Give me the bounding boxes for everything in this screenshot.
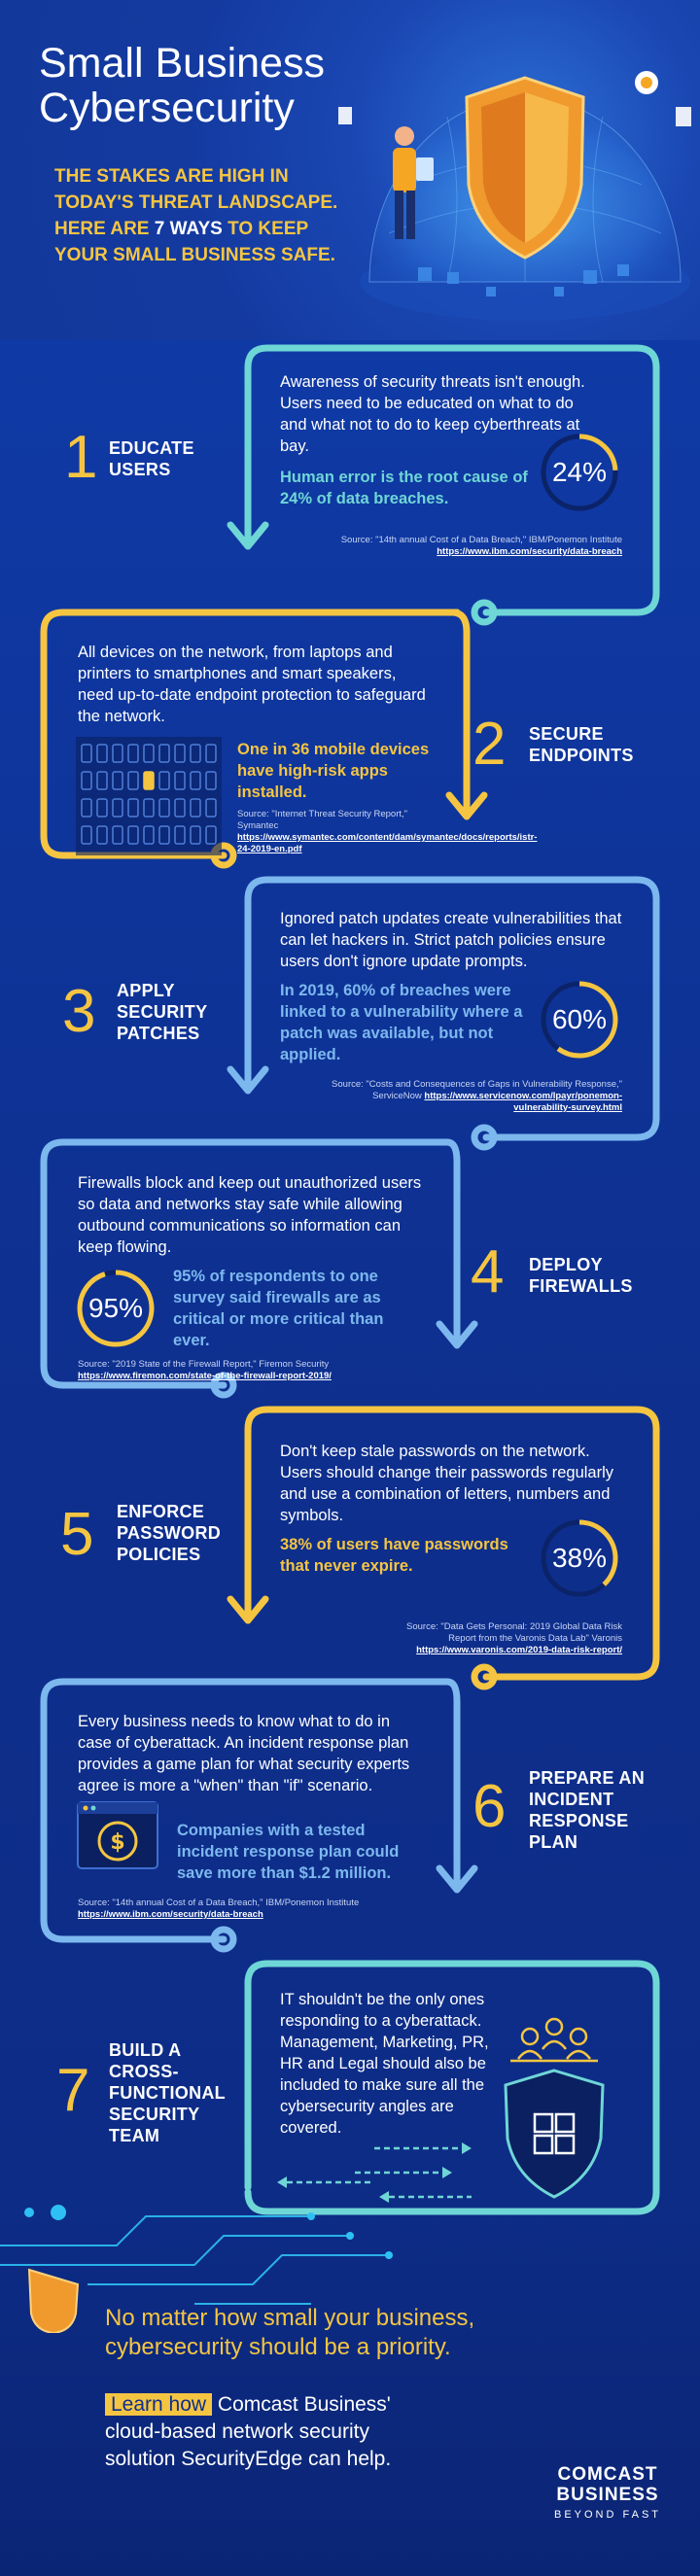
step-stat: Human error is the root cause of 24% of data breaches. [280,469,528,507]
phone-grid-icon [76,737,222,855]
dollar-window-icon [76,1800,159,1870]
step-label: DEPLOY FIREWALLS [529,1255,633,1296]
step-source [379,1621,622,1656]
step-number: 6 [472,1773,507,1840]
step-body: All devices on the network, from laptops and printers to smartphones and smart speakers, need up-to-date endpoint protection to safeguard the network. [78,644,426,725]
logo-line-2: BUSINESS [556,2485,659,2505]
logo-line-1: COMCAST [557,2464,658,2485]
step-body: Don't keep stale passwords on the network. Users should change their passwords regularly and use a combination of letters, numbers and symbols. [280,1443,614,1524]
step-body: Every business needs to know what to do in case of cyberattack. An incident response plan provides a game plan for what security experts agree is more a "when" than "if" scenario. [78,1713,410,1794]
percent-ring-value: 24% [551,457,608,487]
source-text: Source: "14th annual Cost of a Data Breach," IBM/Ponemon Institute [340,535,622,545]
step-source [78,1897,369,1921]
step-body: Firewalls block and keep out unauthorized users so data and networks stay safe while allowing outbound communications so information can keep flowing. [78,1174,422,1256]
step-stat: One in 36 mobile devices have high-risk apps installed. [237,741,430,801]
source-text: Source: "Data Gets Personal: 2019 Global Data Risk Report from the Varonis Data Lab" Varonis [406,1621,622,1644]
logo-tagline: BEYOND FAST [553,2509,662,2521]
step-source [78,1359,418,1382]
step-source [331,535,622,558]
source-text: Source: "14th annual Cost of a Data Breach," IBM/Ponemon Institute [78,1897,360,1908]
title-line-2: Cybersecurity [39,85,295,131]
step-body: Ignored patch updates create vulnerabilities that can let hackers in. Strict patch policies ensure users don't ignore update prompts. [280,910,622,970]
tagline-part-2: 7 WAYS [154,219,223,239]
source-link[interactable]: https://www.varonis.com/2019-data-risk-report/ [416,1645,622,1655]
source-link[interactable]: https://www.symantec.com/content/dam/symantec/docs/reports/istr-24-2019-en.pdf [237,832,538,854]
step-number: 4 [471,1238,505,1305]
source-text: Source: "2019 State of the Firewall Report," Firemon Security [78,1359,330,1370]
source-link[interactable]: https://www.servicenow.com/lpayr/ponemon-vulnerability-survey.html [424,1091,622,1113]
call-to-action [105,2391,426,2473]
step-body: Awareness of security threats isn't enough. Users need to be educated on what to do and what not to do to keep cyberthreats at bay. [280,373,585,455]
tagline-part-3: TO KEEP YOUR SMALL BUSINESS SAFE. [54,219,335,265]
high-risk-phone-icon [144,772,154,789]
step-label: APPLY SECURITY PATCHES [117,981,208,1043]
step-label: SECURE ENDPOINTS [529,724,634,765]
percent-ring-value: 60% [551,1004,608,1034]
step-stat: 95% of respondents to one survey said firewalls are as critical or more critical than ever. [173,1268,384,1349]
title-line-1: Small Business [39,40,325,87]
percent-ring-value: 38% [551,1543,608,1573]
source-link[interactable]: https://www.ibm.com/security/data-breach [78,1909,263,1920]
step-number: 2 [472,711,507,778]
tagline-part-1: THE STAKES ARE HIGH IN TODAY'S THREAT LANDSCAPE. HERE ARE [54,166,338,239]
step-stat: 38% of users have passwords that never expire. [280,1536,508,1575]
step-number: 7 [56,2057,90,2124]
step-label: PREPARE AN INCIDENT RESPONSE PLAN [529,1768,646,1852]
step-label: EDUCATE USERS [109,438,194,479]
step-source [237,809,538,855]
cta-text: Comcast Business' cloud-based network security solution SecurityEdge can help. [105,2393,392,2470]
step-source [321,1079,622,1114]
step-body: IT shouldn't be the only ones responding to a cyberattack. Management, Marketing, PR, HR and Legal should also be included to make sure all the cybersecurity angles are covered. [280,1991,489,2137]
step-label: ENFORCE PASSWORD POLICIES [117,1502,222,1564]
percent-ring-value: 95% [88,1293,144,1323]
closing-message: No matter how small your business, cybersecurity should be a priority. [105,2305,475,2360]
step-stat: In 2019, 60% of breaches were linked to a vulnerability where a patch was available, but not applied. [280,982,523,1063]
step-number: 1 [64,424,98,491]
source-text: Source: "Costs and Consequences of Gaps in Vulnerability Response," ServiceNow [332,1079,622,1101]
step-stat: Companies with a tested incident response plan could save more than $1.2 million. [177,1822,400,1882]
team-shield-icon [267,1993,647,2207]
source-link[interactable]: https://www.firemon.com/state-of-the-firewall-report-2019/ [78,1371,332,1381]
step-number: 5 [60,1501,94,1568]
svg-text:$: $ [110,1830,125,1855]
learn-how-link[interactable]: Learn how [105,2393,212,2416]
step-label: BUILD A CROSS-FUNCTIONAL SECURITY TEAM [109,2040,226,2145]
comcast-business-logo [544,2464,671,2521]
source-link[interactable]: https://www.ibm.com/security/data-breach [437,546,622,557]
source-text: Source: "Internet Threat Security Report," Symantec [237,809,408,831]
step-number: 3 [62,978,96,1045]
